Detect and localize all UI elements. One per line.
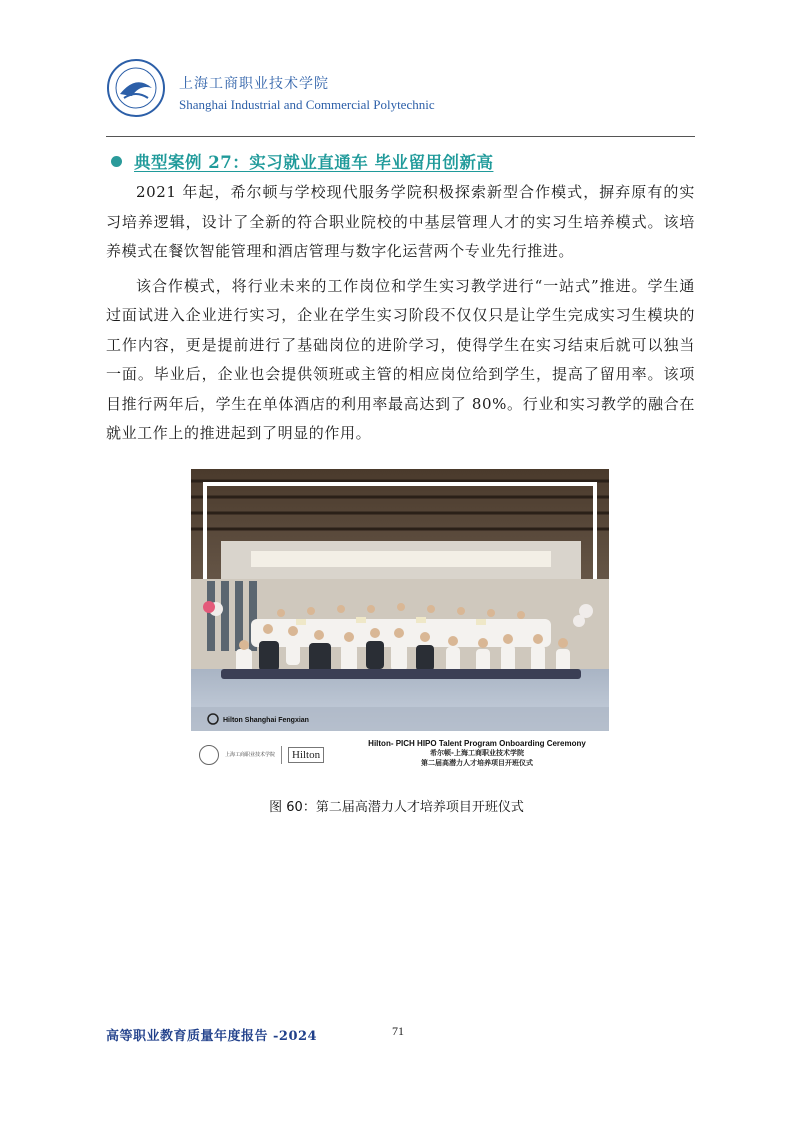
page-number: 71	[392, 1024, 404, 1038]
ceremony-photo	[191, 469, 609, 731]
figure-caption: 图 60：第二届高潜力人才培养项目开班仪式	[269, 800, 524, 815]
page-header	[106, 56, 694, 136]
case-title-text: 典型案例 27：实习就业直通车 毕业留用创新高	[134, 153, 494, 172]
hilton-logo: Hilton	[288, 747, 324, 763]
event-title-en: Hilton- PICH HIPO Talent Program Onboarding Ceremony	[368, 739, 586, 748]
event-title-cn-line1: 希尔顿-上海工商职业技术学院	[430, 748, 524, 757]
banner-school-name: 上海工商职业技术学院	[225, 752, 276, 758]
bullet-dot-icon	[111, 156, 122, 167]
school-logo-icon	[106, 58, 166, 118]
event-titles	[349, 739, 605, 768]
paragraph: 2021 年起，希尔顿与学校现代服务学院积极探索新型合作模式，摒弃原有的实习培养逻辑，设计了全新的符合职业院校的中基层管理人才的实习生培养模式。该培养模式在餐饮智能管理和酒店管理与数字化运营两个专业先行推进。	[106, 183, 695, 260]
school-name-en: Shanghai Industrial and Commercial Polytechnic	[179, 97, 435, 112]
photo-location-label: Hilton Shanghai Fengxian	[223, 717, 309, 724]
case-heading	[106, 148, 493, 174]
event-title-cn-line2: 第二届高潜力人才培养项目开班仪式	[421, 758, 533, 767]
school-seal-icon	[199, 745, 219, 765]
body-text	[106, 178, 695, 454]
footer-report-title: 高等职业教育质量年度报告 -2024	[106, 1029, 318, 1044]
school-name-cn: 上海工商职业技术学院	[179, 76, 329, 92]
partner-logos	[199, 745, 324, 765]
header-divider	[106, 136, 695, 137]
logo-divider	[281, 746, 282, 764]
event-banner	[191, 731, 609, 776]
paragraph: 该合作模式，将行业未来的工作岗位和学生实习教学进行“一站式”推进。学生通过面试进入企业进行实习，企业在学生实习阶段不仅仅只是让学生完成实习生模块的工作内容，更是提前进行了基础岗位的进阶学习，使得学生在实习结束后就可以独当一面。毕业后，企业也会提供领班或主管的相应岗位给到学生，提高了留用率。该项目推行两年后，学生在单体酒店的利用率最高达到了 80%。行业和实习教学的融合在就业工作上的推进起到了明显的作用。	[106, 276, 695, 442]
group-photo-image	[191, 469, 609, 731]
